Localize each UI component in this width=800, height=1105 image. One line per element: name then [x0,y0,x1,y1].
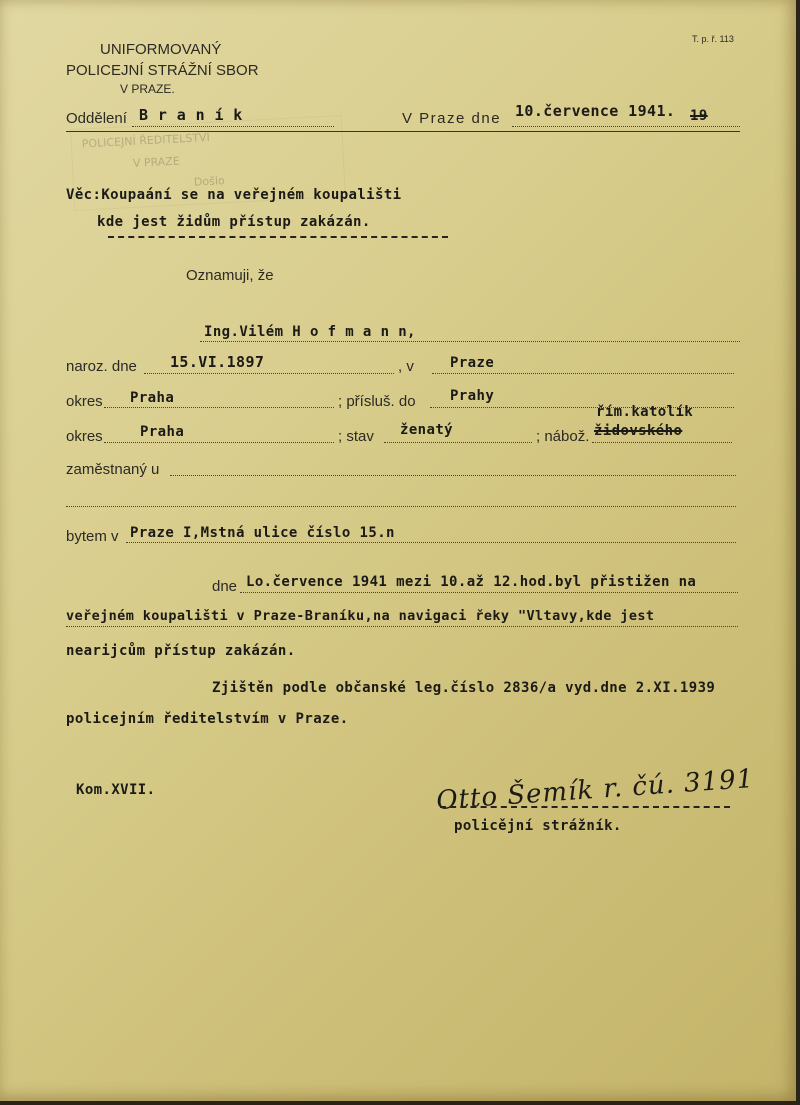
district2-value: Praha [140,424,185,440]
district-value: Praha [130,390,175,406]
department-value: B r a n í k [139,106,243,124]
residence-label: bytem v [66,528,119,545]
person-name: Ing.Vilém H o f m a n n, [204,324,416,340]
status-label: ; stav [338,428,374,445]
religion-line [592,442,732,443]
religion-struck: židovského [594,423,683,439]
employed-line [170,475,736,476]
body-p1-line-3: nearijcům přístup zakázán. [66,643,296,659]
born-place-label: , v [398,358,414,375]
department-line [132,126,334,127]
residence-value: Praze I,Mstná ulice číslo 15.n [130,525,395,541]
born-label: naroz. dne [66,358,137,375]
name-line [200,341,740,342]
date-label: V Praze dne [402,110,502,127]
faded-stamp: POLICEJNÍ ŘEDITELSTVÍ V PRAZE Došlo [70,115,346,211]
body-p1-line-2: veřejném koupališti v Praze-Braníku,na navigaci řeky "Vltavy,kde jest [66,608,655,624]
subject-underline [108,236,448,238]
employed-label: zaměstnaný u [66,461,160,478]
body-line-2 [66,626,738,627]
district-label: okres [66,393,103,410]
date-line [512,126,740,127]
subject-line-1: Věc:Koupaání se na veřejném koupališti [66,187,402,203]
header-line-2: POLICEJNÍ STRÁŽNÍ SBOR [66,62,259,79]
born-place-line [432,373,734,374]
body-date-label: dne [212,578,238,595]
form-code: T. p. ř. 113 [692,34,734,44]
signature: Otto Šemík r. čú. 3191 [435,763,756,817]
date-value: 10.července 1941. [515,102,676,120]
kom-label: Kom.XVII. [76,782,156,798]
born-value: 15.VI.1897 [170,353,265,371]
header-rule [66,131,740,132]
body-p2-line-1: Zjištěn podle občanské leg.číslo 2836/a vyd.dne 2.XI.1939 [212,680,716,696]
born-line [144,373,394,374]
subject-line-2: kde jest židům přístup zakázán. [97,214,371,230]
employed-line-2 [66,506,736,507]
intro-text: Oznamuji, že [186,267,274,284]
status-value: ženatý [400,422,453,438]
born-place-value: Praze [450,355,495,371]
belongs-label: ; přísluš. do [338,393,416,410]
religion-value: řím.katolík [596,404,694,420]
belongs-value: Prahy [450,388,495,404]
body-p2-line-2: policejním ředitelstvím v Praze. [66,711,349,727]
officer-role: policějní strážník. [454,818,622,834]
signature-underline [440,806,730,808]
religion-label: ; nábož. [536,428,590,445]
body-p1-line-1: Lo.července 1941 mezi 10.až 12.hod.byl přistižen na [246,574,697,590]
district-line [104,407,334,408]
header-line-1: UNIFORMOVANÝ [100,41,222,58]
residence-line [126,542,736,543]
status-line [384,442,532,443]
district2-line [104,442,334,443]
district2-label: okres [66,428,103,445]
header-line-3: V PRAZE. [120,82,175,96]
department-label: Oddělení [66,110,127,127]
date-struck-prefix: 19 [690,108,708,124]
body-line-1 [240,592,738,593]
